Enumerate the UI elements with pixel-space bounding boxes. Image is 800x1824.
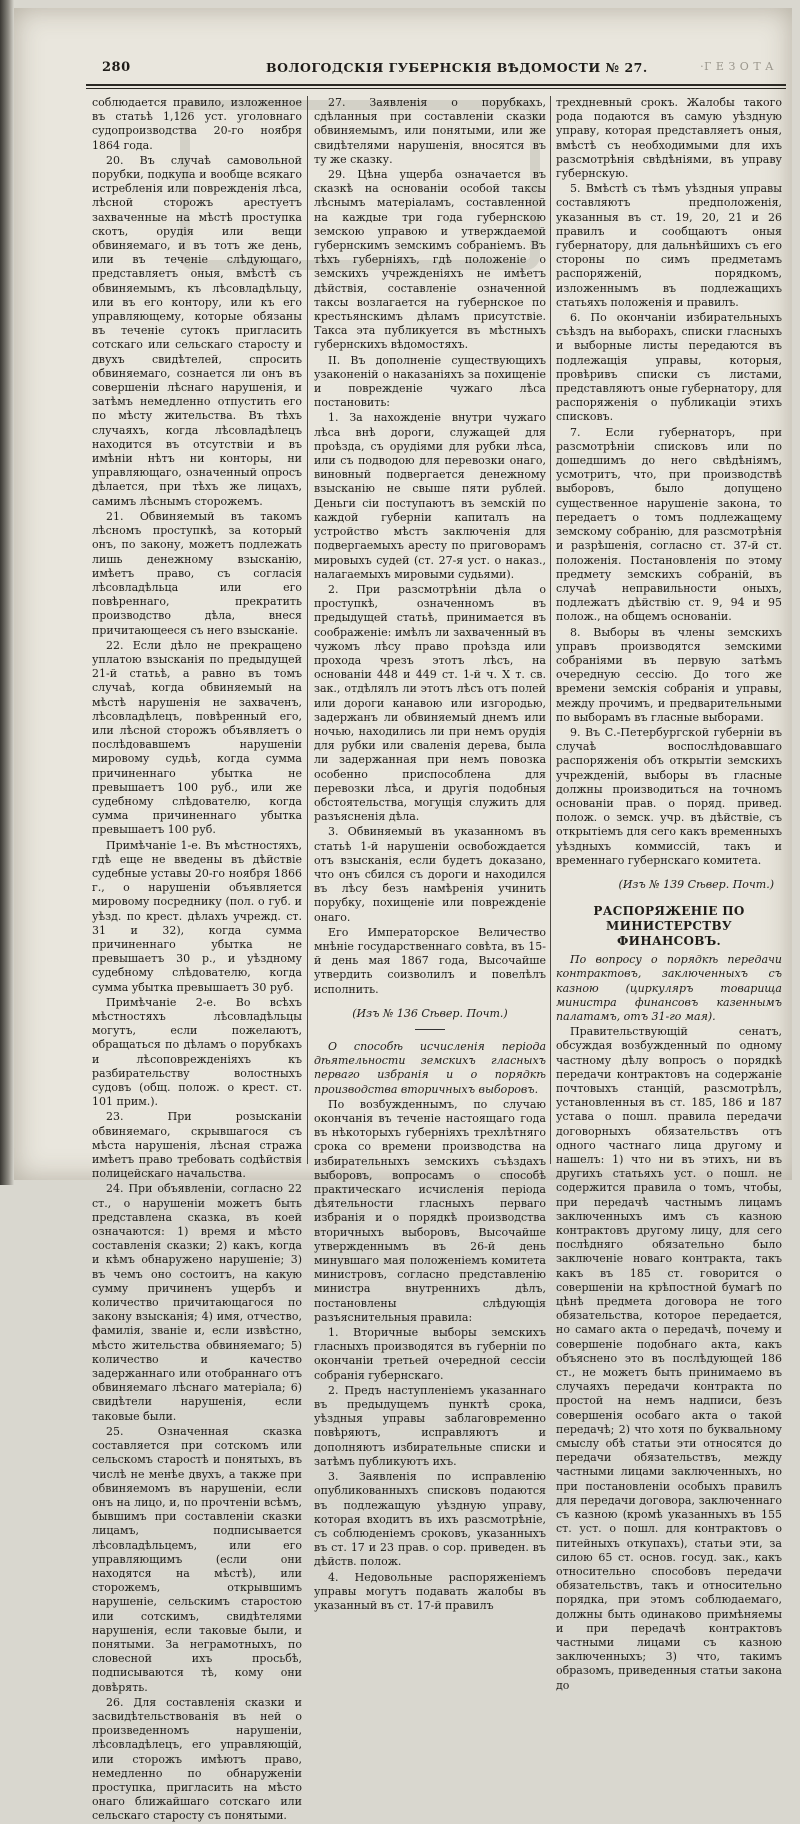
paragraph: Примѣчаніе 2-е. Во всѣхъ мѣстностяхъ лѣсовладѣльцы могутъ, если пожелаютъ, обращаться по дѣламъ о порубкахъ и лѣсоповрежденіяхъ къ разбирательству волостныхъ судовъ (общ. полож. о крест. ст. 101 прим.). <box>92 995 302 1109</box>
paragraph: 3. Обвиняемый въ указанномъ въ статьѣ 1-й нарушеніи освобождается отъ взысканія, если будетъ доказано, что онъ сбился съ дороги и находился въ лѣсу безъ намѣренія учинить порубку, похищеніе или поврежденіе онаго. <box>314 825 546 924</box>
paragraph: 2. При разсмотрѣніи дѣла о проступкѣ, означенномъ въ предыдущей статьѣ, принимается въ соображеніе: имѣлъ ли захваченный въ чужомъ лѣсу право проѣзда или прохода чрезъ этотъ лѣсъ, на основаніи 448 и 449 ст. 1-й ч. X т. св. зак., отдѣлялъ ли этотъ лѣсъ отъ полей или дороги канавою или изгородью, задержанъ ли обвиняемый днемъ или ночью, находились ли при немъ орудія для рубки или сваленія дерева, была ли задержанная при немъ повозка особенно приспособлена для перевозки лѣса, и другія подобныя обстоятельства, могущія служить для разъясненія дѣла. <box>314 582 546 824</box>
paragraph: По вопросу о порядкѣ передачи контрактовъ, заключенныхъ съ казною (циркуляръ товарища министра финансовъ казеннымъ палатамъ, отъ 31-го мая). <box>556 953 782 1023</box>
paragraph: 7. Если губернаторъ, при разсмотрѣніи списковъ или по дошедшимъ до него свѣдѣніямъ, усмотритъ, что, при производствѣ выборовъ, было допущено существенное нарушеніе закона, то передаетъ о томъ подлежащему земскому собранію, для разсмотрѣнія и разрѣшенія, согласно ст. 37-й ст. положенія. Постановленія по этому предмету земскихъ собраній, въ случаѣ неправильности оныхъ, подлежатъ дѣйствію ст. 9, 94 и 95 полож., на общемъ основаніи. <box>556 425 782 624</box>
paragraph: Правительствующій сенатъ, обсуждая возбужденный по одному частному дѣлу вопросъ о порядкѣ передачи контрактовъ на содержаніе почтовыхъ станцій, разсмотрѣлъ, установленныя въ ст. 185, 186 и 187 устава о пошл. правила передачи договорныхъ обязательствъ отъ одного частнаго лица другому и нашелъ: 1) что ни въ этихъ, ни въ другихъ статьяхъ уст. о пошл. не содержится правила о томъ, чтобы, при передачѣ частнымъ лицамъ заключенныхъ имъ съ казною контрактовъ другому лицу, для сего послѣдняго обязательно было заключеніе новаго контракта, такъ какъ въ 185 ст. говорится о совершеніи на крѣпостной бумагѣ по цѣнѣ предмета договора не того обязательства, которое передается, но самаго акта о передачѣ, почему и совершеніе подобнаго акта, какъ объяснено это въ послѣдующей 186 ст., не можетъ быть принимаемо въ случаяхъ передачи контракта по простой на немъ надписи, безъ совершенія особаго акта о такой передачѣ; 2) что хотя по буквальному смыслу обѣ статьи эти относятся до передачи обязательствъ, между частными лицами заключенныхъ, но при постановленіи особыхъ правилъ для передачи договора, заключеннаго съ казною (кромѣ указанныхъ въ 155 ст. уст. о пошл. для контрактовъ о питейныхъ откупахъ), статьи эти, за силою 65 ст. основ. госуд. зак., какъ относительно способовъ передачи обязательствъ, такъ и относительно порядка, при этомъ соблюдаемаго, должны быть одинаково примѣняемы и при передачѣ контрактовъ частными лицами съ казною заключенныхъ; 3) что, такимъ образомъ, приведенныя статьи закона до <box>556 1025 782 1692</box>
paragraph: 22. Если дѣло не прекращено уплатою взысканія по предыдущей 21-й статьѣ, а равно въ томъ случаѣ, когда обвиняемый на мѣстѣ нарушенія не захваченъ, лѣсовладѣлецъ, повѣренный его, или лѣсной сторожъ объявляетъ о послѣдовавшемъ нарушеніи мировому судьѣ, когда сумма причиненнаго убытка не превышаетъ 100 руб., или же судебному слѣдователю, когда сумма причиненнаго убытка превышаетъ 100 руб. <box>92 638 302 837</box>
column-divider <box>307 96 308 1164</box>
paragraph: соблюдается правило, изложенное въ статьѣ 1,126 уст. уголовнаго судопроизводства 20-го ноября 1864 года. <box>92 96 302 152</box>
paragraph: трехдневный срокъ. Жалобы такого рода подаются въ самую уѣздную управу, которая представляетъ оныя, вмѣстѣ съ необходимыми для ихъ разсмотрѣнія свѣдѣніями, въ управу губернскую. <box>556 96 782 181</box>
newspaper-title: ВОЛОГОДСКІЯ ГУБЕРНСКІЯ ВѢДОМОСТИ № 27. <box>266 60 648 75</box>
header-rule <box>86 84 786 86</box>
paragraph: 25. Означенная сказка составляется при сотскомъ или сельскомъ старостѣ и понятыхъ, въ числѣ не менѣе двухъ, а также при обвиняемомъ въ нарушеніи, если онъ на лицо, и, по прочтеніи всѣмъ, бывшимъ при составленіи сказки лицамъ, подписывается лѣсовладѣльцемъ, или его управляющимъ (если они находятся на мѣстѣ), или сторожемъ, открывшимъ нарушеніе, сельскимъ старостою или сотскимъ, свидѣтелями нарушенія, если таковые были, и понятыми. За неграмотныхъ, по словесной ихъ просьбѣ, подписываются тѣ, кому они довѣрять. <box>92 1424 302 1694</box>
paragraph: 27. Заявленія о порубкахъ, сдѣланныя при составленіи сказки обвиняемымъ, или понятыми, или же свидѣтелями нарушенія, вносятся въ ту же сказку. <box>314 96 546 166</box>
column-middle-part-b <box>314 1040 546 1613</box>
paragraph: II. Въ дополненіе существующихъ узаконеній о наказаніяхъ за похищеніе и поврежденіе чужаго лѣса постановить: <box>314 353 546 410</box>
header-rule-thin <box>86 88 786 89</box>
separator-dash <box>415 1029 445 1030</box>
paragraph: 20. Въ случаѣ самовольной порубки, подкупа и вообще всякаго истребленія или поврежденія лѣса, лѣсной сторожъ арестуетъ захваченные на мѣстѣ проступка скотъ, орудія или вещи обвиняемаго, и въ тотъ же день, или въ теченіе слѣдующаго, представляетъ оныя, вмѣстѣ съ обвиняемымъ, къ лѣсовладѣльцу, или въ его контору, или къ его управляющему, которые обязаны въ теченіе сутокъ пригласить сотскаго или сельскаго старосту и двухъ свидѣтелей, спросить обвиняемаго, сознается ли онъ въ совершеніи лѣснаго нарушенія, и затѣмъ немедленно отпустить его по мѣсту жительства. Въ тѣхъ случаяхъ, когда лѣсовладѣлецъ находится въ отсутствіи и въ имѣніи нѣтъ ни конторы, ни управляющаго, означенный опросъ дѣлается, при тѣхъ же лицахъ, самимъ лѣснымъ сторожемъ. <box>92 153 302 508</box>
binding-edge <box>0 0 14 1185</box>
paragraph: 5. Вмѣстѣ съ тѣмъ уѣздныя управы составляютъ предположенія, указанныя въ ст. 19, 20, 21 и 26 правилъ и сообщаютъ оныя губернатору, для дальнѣйшихъ съ его стороны по симъ предметамъ распоряженій, порядкомъ, изложеннымъ въ подлежащихъ статьяхъ положенія и правилъ. <box>556 182 782 309</box>
column-middle <box>314 96 546 1612</box>
paragraph: 4. Недовольные распоряженіемъ управы могутъ подавать жалобы въ указанный въ ст. 17-й правилъ <box>314 1570 546 1612</box>
section-heading: РАСПОРЯЖЕНІЕ ПО МИНИСТЕРСТВУ ФИНАНСОВЪ. <box>593 904 745 949</box>
paragraph: 8. Выборы въ члены земскихъ управъ производятся земскими собраніями въ первую затѣмъ очередную сессію. До того же времени земскія собранія и управы, между прочимъ, и предварительными по выборамъ въ гласные выборами. <box>556 625 782 724</box>
column-middle-part-a <box>314 96 546 997</box>
paragraph: 29. Цѣна ущерба означается въ сказкѣ на основаніи особой таксы лѣснымъ матеріаламъ, составленной на каждые три года губернскою земскою управою и утверждаемой губернскимъ земскимъ собраніемъ. Въ тѣхъ губерніяхъ, гдѣ положеніе о земскихъ учрежденіяхъ не имѣетъ дѣйствія, составленіе означенной таксы возлагается на губернское по крестьянскимъ дѣламъ присутствіе. Такса эта публикуется въ мѣстныхъ губернскихъ вѣдомостяхъ. <box>314 168 546 352</box>
paragraph: По возбужденнымъ, по случаю окончанія въ теченіе настоящаго года въ нѣкоторыхъ губерніяхъ трехлѣтняго срока со времени производства на избирательныхъ земскихъ съѣздахъ выборовъ, вопросамъ о способѣ практическаго исчисленія періода дѣятельности гласныхъ перваго избранія и о порядкѣ производства вторичныхъ выборовъ, Высочайше утвержденнымъ въ 26-й день минувшаго мая положеніемъ комитета министровъ, согласно представленію министра внутреннихъ дѣлъ, постановлены слѣдующія разъяснительныя правила: <box>314 1097 546 1324</box>
column-right <box>556 96 782 1692</box>
paragraph: 21. Обвиняемый въ такомъ лѣсномъ проступкѣ, за который онъ, по закону, можетъ подлежать лишь денежному взысканію, имѣетъ право, съ согласія лѣсовладѣльца или его повѣреннаго, прекратить производство дѣла, внеся причитающееся съ него взысканіе. <box>92 509 302 637</box>
paragraph: Его Императорское Величество мнѣніе государственнаго совѣта, въ 15-й день мая 1867 года, Высочайше утвердить соизволилъ и повелѣлъ исполнить. <box>314 925 546 996</box>
paragraph: 24. При объявленіи, согласно 22 ст., о нарушеніи можетъ быть представлена сказка, въ коей означаются: 1) время и мѣсто составленія сказки; 2) какъ, когда и кѣмъ обнаружено нарушеніе; 3) въ чемъ оно состоитъ, на какую сумму причиненъ ущербъ и количество причитающагося по закону взысканія; 4) имя, отчество, фамилія, званіе и, если извѣстно, мѣсто жительства обвиняемаго; 5) количество и качество задержаннаго или отобраннаго отъ обвиняемаго лѣснаго матеріала; 6) свидѣтели нарушенія, если таковые были. <box>92 1182 302 1423</box>
paragraph: 23. При розысканіи обвиняемаго, скрывшагося съ мѣста нарушенія, лѣсная стража имѣетъ право требовать содѣйствія полицейскаго начальства. <box>92 1110 302 1181</box>
column-right-part-a <box>556 96 782 868</box>
column-left <box>92 96 302 1823</box>
column-right-part-b <box>556 953 782 1693</box>
paragraph: 1. За нахожденіе внутри чужаго лѣса внѣ дороги, служащей для проѣзда, съ орудіями для рубки лѣса, или съ подводою для перевозки онаго, виновный подвергается денежному взысканію не свыше пяти рублей. Деньги сіи поступаютъ въ земскій по каждой губерніи капиталъ на устройство мѣстъ заключенія для подвергаемыхъ аресту по приговорамъ мировыхъ судей (ст. 27-я уст. о наказ., налагаемыхъ мировыми судьями). <box>314 411 546 581</box>
paragraph: Примѣчаніе 1-е. Въ мѣстностяхъ, гдѣ еще не введены въ дѣйствіе судебные уставы 20-го ноября 1866 г., о нарушеніи объявляется мировому посреднику (пол. о губ. и уѣзд. по крест. дѣлахъ учрежд. ст. 31 и 32), когда сумма причиненнаго убытка не превышаетъ 30 р., и уѣздному судебному слѣдователю, когда сумма убытка превышаетъ 30 руб. <box>92 838 302 994</box>
source-citation: (Изъ № 136 Сѣвер. Почт.) <box>352 1006 508 1020</box>
page-number: 280 <box>102 60 131 75</box>
source-citation: (Изъ № 139 Сѣвер. Почт.) <box>618 877 774 891</box>
paragraph: 2. Предъ наступленіемъ указаннаго въ предыдущемъ пунктѣ срока, уѣздныя управы заблаговременно повѣряютъ, исправляютъ и дополняютъ избирательные списки и затѣмъ публикуютъ ихъ. <box>314 1383 546 1468</box>
page-header <box>84 58 784 80</box>
paragraph: 9. Въ С.-Петербургской губерніи въ случаѣ воспослѣдовавшаго распоряженія объ открытіи земскихъ учрежденій, выборы въ гласные должны производиться на точномъ основаніи прав. о поряд. привед. полож. о земск. учр. въ дѣйствіе, съ открытіемъ для сего какъ временныхъ уѣздныхъ коммиссій, такъ и временнаго губернскаго комитета. <box>556 725 782 867</box>
paragraph: 6. По окончаніи избирательныхъ съѣздъ на выборахъ, списки гласныхъ и выборные листы передаются въ подлежащія управы, которыя, провѣривъ списки съ листами, представляютъ оные губернатору, для распоряженія о публикаціи этихъ списковъ. <box>556 311 782 424</box>
paragraph: 1. Вторичные выборы земскихъ гласныхъ производятся въ губерніи по окончаніи третьей очередной сессіи собранія губернскаго. <box>314 1326 546 1382</box>
column-divider <box>550 96 551 1164</box>
bleed-through-text: ·Г Е З О Т А <box>700 60 774 73</box>
paragraph: 3. Заявленія по исправленію опубликованныхъ списковъ подаются въ подлежащую уѣздную управу, которая входитъ въ ихъ разсмотрѣніе, съ соблюденіемъ сроковъ, указанныхъ въ ст. 17 и 23 прав. о сор. приведен. въ дѣйств. полож. <box>314 1470 546 1569</box>
paragraph: О способѣ исчисленія періода дѣятельности земскихъ гласныхъ перваго избранія и о порядкѣ производства вторичныхъ выборовъ. <box>314 1040 546 1096</box>
paragraph: 26. Для составленія сказки и засвидѣтельствованія въ ней о произведенномъ нарушеніи, лѣсовладѣлецъ, его управляющій, или сторожъ имѣютъ право, немедленно по обнаруженіи проступка, пригласить на мѣсто онаго ближайшаго сотскаго или сельскаго старосту съ понятыми. <box>92 1695 302 1823</box>
